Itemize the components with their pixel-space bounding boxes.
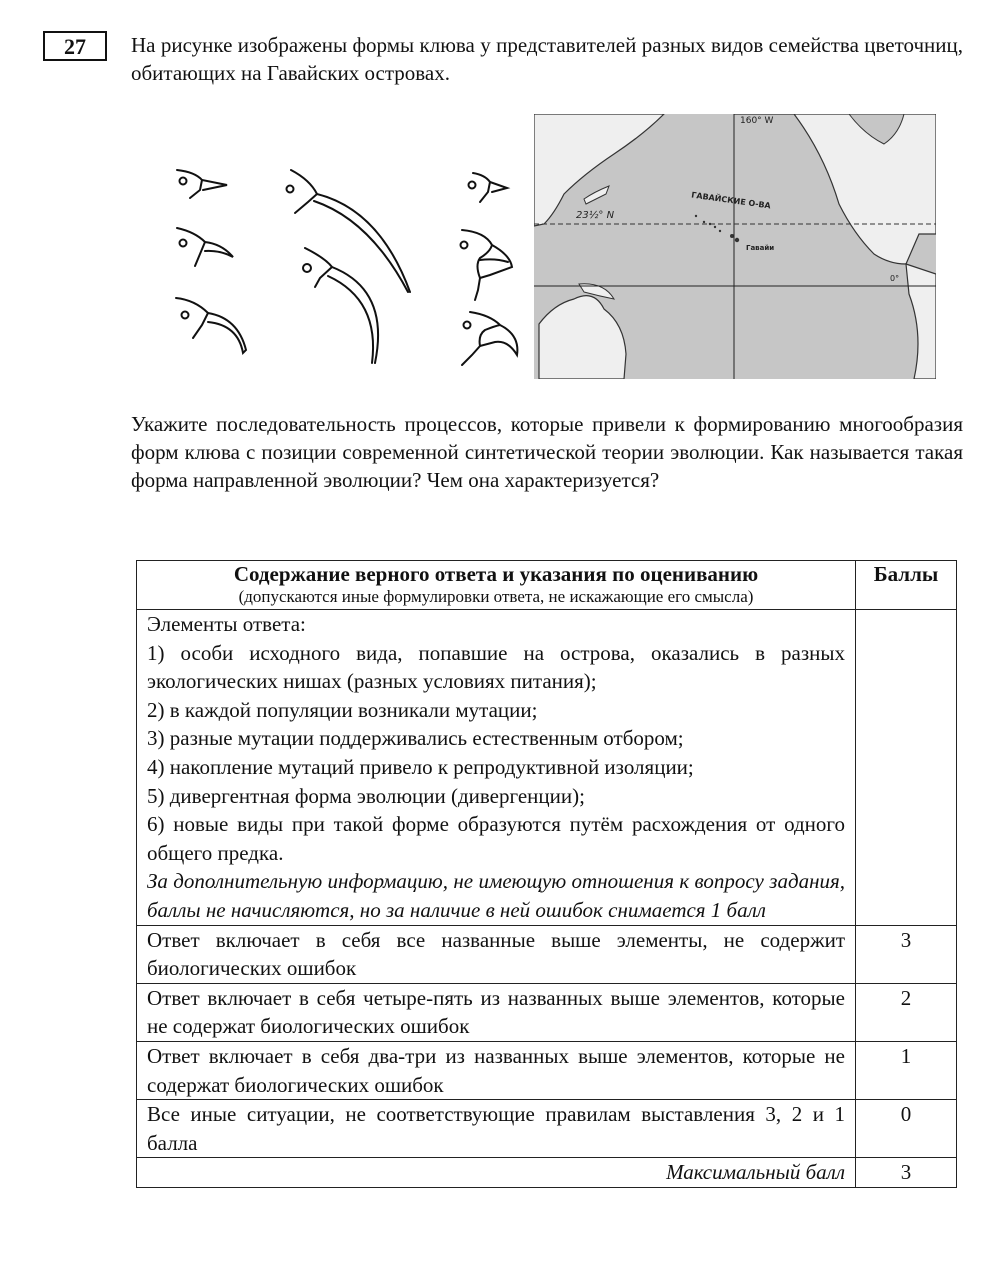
criteria-score: 2 <box>856 983 957 1041</box>
element-item: 1) особи исходного вида, попавшие на острова, оказались в разных экологических нишах (разных условиях питания); <box>147 640 845 694</box>
meridian-label: 160° W <box>740 116 774 126</box>
table-header-row <box>137 561 957 610</box>
task-question: Укажите последовательность процессов, которые привели к формированию многообразия форм клюва с позиции современной синтетической теории эволюции. Как называется такая форма направленной эволюции? Чем она характеризуется? <box>131 412 963 492</box>
max-score-value: 3 <box>856 1158 957 1188</box>
criteria-row <box>137 1100 957 1158</box>
criteria-row <box>137 925 957 983</box>
tropic-label: 23½° N <box>576 210 615 221</box>
criteria-score: 3 <box>856 925 957 983</box>
islands-label: ГАВАЙСКИЕ О-ВА <box>690 190 772 211</box>
content-header-title: Содержание верного ответа и указания по оцениванию <box>233 562 759 586</box>
element-item: 3) разные мутации поддерживались естественным отбором; <box>147 726 684 751</box>
elements-row <box>137 610 957 926</box>
empty-score-cell <box>856 610 957 926</box>
element-item: 5) дивергентная форма эволюции (дивергенции); <box>147 783 585 808</box>
criteria-text: Ответ включает в себя два-три из названных выше элементов, которые не содержат биологических ошибок <box>137 1041 856 1099</box>
bird-head-icon <box>177 170 227 198</box>
bird-beaks-illustration <box>150 150 530 380</box>
pacific-map <box>534 114 936 379</box>
content-header <box>137 561 856 610</box>
hawaii-label: Гавайи <box>746 244 775 252</box>
map-drawing <box>534 114 936 379</box>
grading-note: За дополнительную информацию, не имеющую отношения к вопросу задания, баллы не начисляются, но за наличие в ней ошибок снимается 1 балл <box>147 869 845 922</box>
criteria-text: Ответ включает в себя четыре-пять из названных выше элементов, которые не содержат биологических ошибок <box>137 983 856 1041</box>
elements-title: Элементы ответа: <box>147 612 306 636</box>
score-header: Баллы <box>856 561 957 610</box>
max-score-label: Максимальный балл <box>137 1158 856 1188</box>
equator-label: 0° <box>890 274 900 283</box>
task-intro: На рисунке изображены формы клюва у представителей разных видов семейства цветочниц, обитающих на Гавайских островах. <box>131 33 963 85</box>
criteria-score: 0 <box>856 1100 957 1158</box>
criteria-row <box>137 1041 957 1099</box>
criteria-text: Все иные ситуации, не соответствующие правилам выставления 3, 2 и 1 балла <box>137 1100 856 1158</box>
element-item: 2) в каждой популяции возникали мутации; <box>147 697 538 722</box>
content-header-subtitle: (допускаются иные формулировки ответа, не искажающие его смысла) <box>238 587 754 606</box>
criteria-row <box>137 983 957 1041</box>
grading-table <box>136 560 957 1188</box>
answer-elements-cell <box>137 610 856 926</box>
task-number: 27 <box>43 31 107 61</box>
element-item: 4) накопление мутаций привело к репродуктивной изоляции; <box>147 754 694 779</box>
element-item: 6) новые виды при такой форме образуются путём расхождения от одного общего предка. <box>147 812 845 865</box>
max-score-row <box>137 1158 957 1188</box>
criteria-text: Ответ включает в себя все названные выше элементы, не содержит биологических ошибок <box>137 925 856 983</box>
criteria-score: 1 <box>856 1041 957 1099</box>
